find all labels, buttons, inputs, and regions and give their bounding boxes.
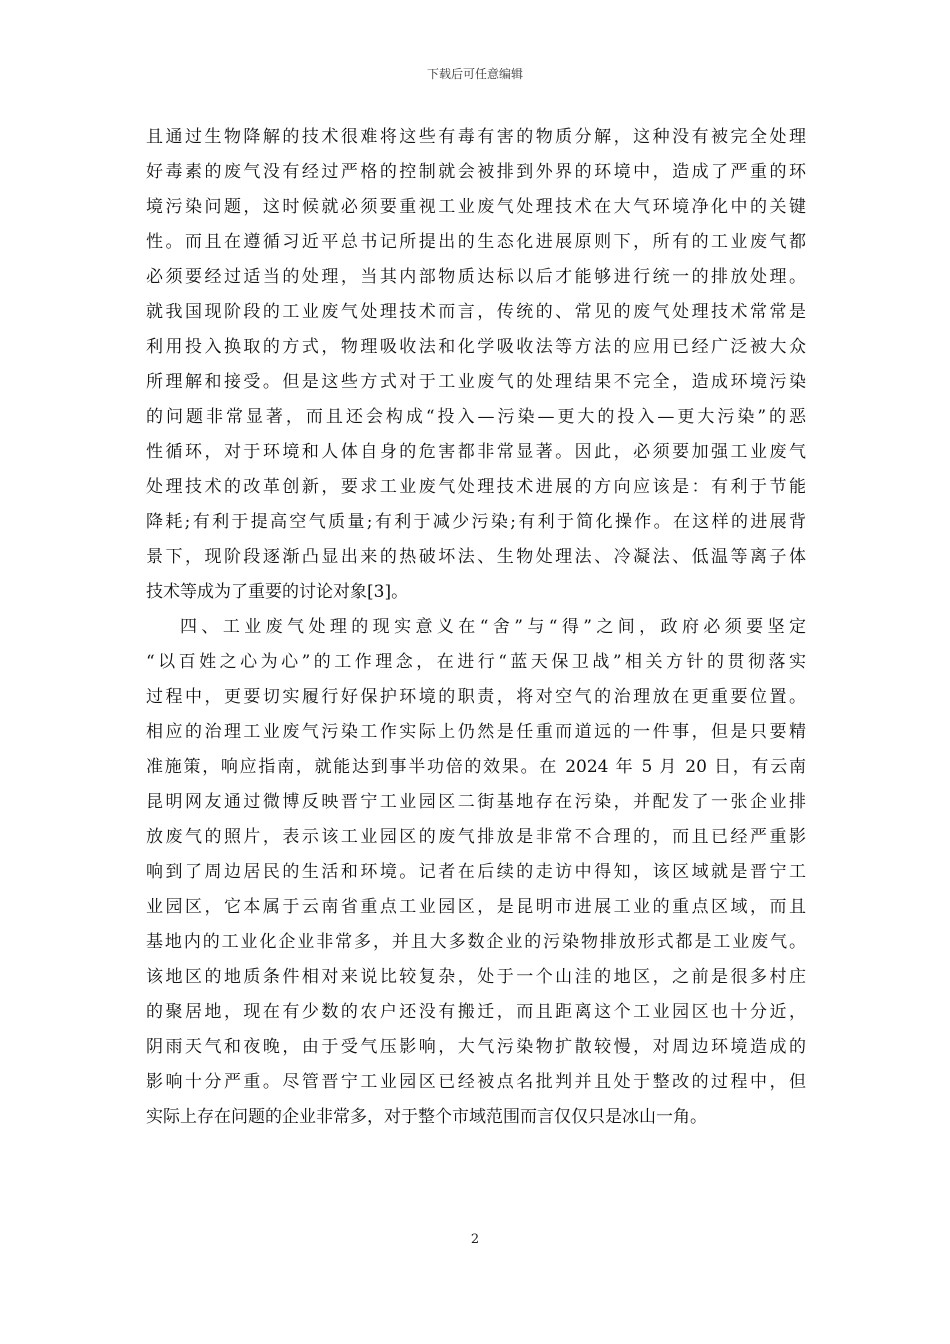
text-line: 四、工业废气处理的现实意义在“舍”与“得”之间，政府必须要坚定 (180, 617, 806, 637)
text-line: 必须要经过适当的处理，当其内部物质达标以后才能够进行统一的排放处理。 (146, 267, 806, 287)
text-line: 利用投入换取的方式，物理吸收法和化学吸收法等方法的应用已经广泛被大众 (146, 337, 806, 357)
text-line: 处理技术的改革创新，要求工业废气处理技术进展的方向应该是：有利于节能 (146, 477, 806, 497)
text-line: 性。而且在遵循习近平总书记所提出的生态化进展原则下，所有的工业废气都 (146, 232, 806, 252)
text-line: 该地区的地质条件相对来说比较复杂，处于一个山洼的地区，之前是很多村庄 (146, 967, 806, 987)
text-line: “以百姓之心为心”的工作理念，在进行“蓝天保卫战”相关方针的贯彻落实 (146, 652, 806, 672)
text-line: 好毒素的废气没有经过严格的控制就会被排到外界的环境中，造成了严重的环 (146, 162, 806, 182)
text-line: 准施策，响应指南，就能达到事半功倍的效果。在 2024 年 5 月 20 日，有云南 (146, 757, 806, 777)
body-text (146, 120, 806, 1135)
text-line: 的问题非常显著，而且还会构成“投入—污染—更大的投入—更大污染”的恶 (146, 407, 806, 427)
page-number: 2 (470, 1232, 480, 1247)
text-line: 且通过生物降解的技术很难将这些有毒有害的物质分解，这种没有被完全处理 (146, 127, 806, 147)
text-line: 性循环，对于环境和人体自身的危害都非常显著。因此，必须要加强工业废气 (146, 442, 806, 462)
text-line: 实际上存在问题的企业非常多，对于整个市域范围而言仅仅只是冰山一角。 (146, 1107, 707, 1127)
text-line: 的聚居地，现在有少数的农户还没有搬迁，而且距离这个工业园区也十分近， (146, 1002, 806, 1022)
text-line: 放废气的照片，表示该工业园区的废气排放是非常不合理的，而且已经严重影 (146, 827, 806, 847)
text-line: 景下，现阶段逐渐凸显出来的热破坏法、生物处理法、冷凝法、低温等离子体 (146, 547, 806, 567)
text-line: 响到了周边居民的生活和环境。记者在后续的走访中得知，该区域就是晋宁工 (146, 862, 806, 882)
text-line: 境污染问题，这时候就必须要重视工业废气处理技术在大气环境净化中的关键 (146, 197, 806, 217)
text-line: 昆明网友通过微博反映晋宁工业园区二街基地存在污染，并配发了一张企业排 (146, 792, 806, 812)
text-line: 降耗;有利于提高空气质量;有利于减少污染;有利于简化操作。在这样的进展背 (146, 512, 806, 532)
text-line: 阴雨天气和夜晚，由于受气压影响，大气污染物扩散较慢，对周边环境造成的 (146, 1037, 806, 1057)
text-line: 技术等成为了重要的讨论对象[3]。 (146, 582, 409, 602)
paragraph-2 (146, 610, 806, 1135)
text-line: 基地内的工业化企业非常多，并且大多数企业的污染物排放形式都是工业废气。 (146, 932, 806, 952)
paragraph-1 (146, 120, 806, 610)
text-line: 过程中，更要切实履行好保护环境的职责，将对空气的治理放在更重要位置。 (146, 687, 806, 707)
text-line: 相应的治理工业废气污染工作实际上仍然是任重而道远的一件事，但是只要精 (146, 722, 806, 742)
text-line: 所理解和接受。但是这些方式对于工业废气的处理结果不完全，造成环境污染 (146, 372, 806, 392)
text-line: 影响十分严重。尽管晋宁工业园区已经被点名批判并且处于整改的过程中，但 (146, 1072, 806, 1092)
text-line: 就我国现阶段的工业废气处理技术而言，传统的、常见的废气处理技术常常是 (146, 302, 806, 322)
page-header: 下载后可任意编辑 (426, 67, 523, 81)
text-line: 业园区，它本属于云南省重点工业园区，是昆明市进展工业的重点区域，而且 (146, 897, 806, 917)
